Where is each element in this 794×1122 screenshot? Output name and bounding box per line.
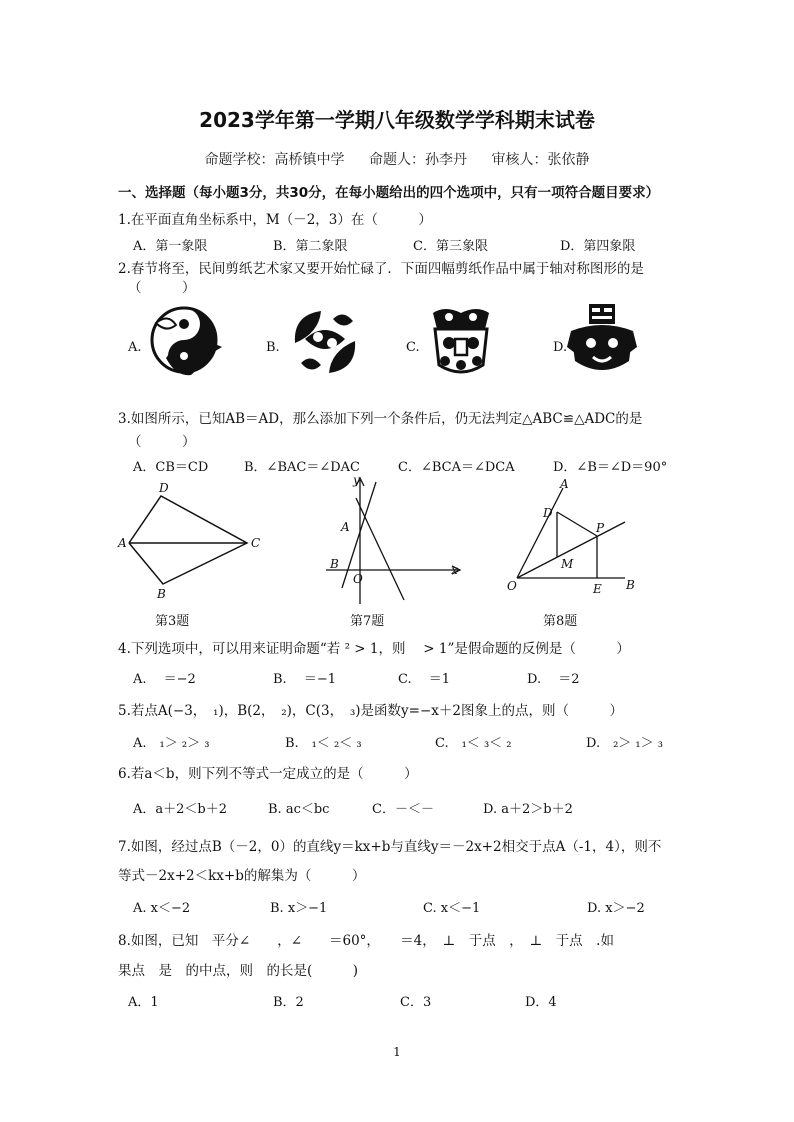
paper-cut-double-happiness-icon [567,301,637,385]
q8-line1: 8.如图，已知 平分∠ ，∠ ＝60°， ＝4， ⊥ 于点 ， ⊥ 于点 .如 [118,933,614,949]
fig7-label-b: B [330,557,339,571]
figure-7-diagram [320,470,470,614]
fig7-label-y: y [353,473,360,487]
q8-option-c: C．3 [400,995,432,1010]
q6-option-c: C．－＜－ [372,802,434,817]
figure-3-caption: 第3题 [155,614,190,629]
q6-option-b: B. ac＜bc [268,802,330,817]
fig7-label-o: O [353,572,363,586]
q8-line2: 果点 是 的中点，则 的长是( ) [118,963,359,979]
q7-option-c: C. x＜−1 [423,901,481,916]
q2-label-c: C. [406,340,420,355]
q7-line1: 7.如图，经过点B（－2，0）的直线y＝kx+b与直线y＝－2x+2相交于点A（-1，4），则不 [118,839,662,855]
q1-option-d: D．第四象限 [560,239,636,254]
q1-stem: 1.在平面直角坐标系中，M（－2，3）在（ ） [118,212,432,228]
page-number: 1 [393,1045,401,1059]
figure-8-caption: 第8题 [543,614,578,629]
q2-label-a: A. [128,340,142,355]
fig8-label-o: O [507,579,517,593]
q2-label-d: D. [553,340,568,355]
exam-credits [0,149,794,169]
fig7-label-x: x [451,563,458,577]
q5-option-b: B. ₁＜ ₂＜ ₃ [285,736,362,751]
paper-cut-fish-icon [146,303,226,385]
q4-option-b: B. ＝−1 [273,672,336,687]
fig8-label-m: M [561,557,574,571]
q2-paren: （ ） [128,280,196,296]
figure-3-diagram [115,478,275,607]
paper-cut-flower-vase-icon [425,303,497,385]
fig8-label-d: D [543,506,553,520]
q7-option-a: A. x＜−2 [133,901,191,916]
fig3-label-c: C [251,536,261,550]
reviewer-label: 审核人：张依静 [491,152,590,168]
q4-option-a: A. ＝−2 [133,672,196,687]
exam-title: 2023学年第一学期八年级数学学科期末试卷 [199,108,595,132]
q8-option-a: A．1 [128,995,159,1010]
q7-option-d: D. x＞−2 [587,901,645,916]
q1-option-b: B．第二象限 [273,239,348,254]
school-label: 命题学校：高桥镇中学 [204,152,345,168]
q6-option-d: D. a＋2＞b＋2 [483,802,573,817]
fig3-label-b: B [157,587,166,601]
q4-option-c: C. ＝1 [398,672,451,687]
q8-option-d: D．4 [525,995,557,1010]
q5-option-a: A. ₁＞ ₂＞ ₃ [133,736,210,751]
fig3-label-d: D [159,481,169,495]
q4-option-d: D. ＝2 [527,672,580,687]
q3-option-d: D．∠B＝∠D＝90° [553,460,668,475]
q5-option-d: D. ₂＞ ₁＞ ₃ [586,736,663,751]
q4-stem: 4.下列选项中，可以用来证明命题“若 ² > 1，则 > 1”是假命题的反例是（ ） [118,641,630,657]
q2-label-b: B. [266,340,280,355]
fig8-label-e: E [593,582,602,596]
q2-stem: 2.春节将至，民间剪纸艺术家又要开始忙碌了．下面四幅剪纸作品中属于轴对称图形的是 [118,261,644,277]
q5-stem: 5.若点A(−3， ₁)，B(2， ₂)，C(3， ₃)是函数y=−x＋2图象上的点，则（ ） [118,703,623,719]
q1-option-c: C．第三象限 [413,239,488,254]
q7-option-b: B. x＞−1 [270,901,328,916]
q3-option-a: A．CB＝CD [133,460,209,475]
q3-stem: 3.如图所示，已知AB＝AD，那么添加下列一个条件后，仍无法判定△ABC≌△ADC的是 [118,411,643,427]
q3-option-b: B．∠BAC＝∠DAC [244,460,360,475]
q8-option-b: B．2 [273,995,304,1010]
paper-cut-butterflies-icon [285,303,365,385]
q6-option-a: A．a＋2＜b＋2 [133,802,228,817]
fig8-label-p: P [596,521,605,535]
q6-stem: 6.若a＜b，则下列不等式一定成立的是（ ） [118,766,418,782]
q3-paren: （ ） [128,434,196,450]
fig8-label-b: B [626,578,635,592]
fig8-label-a: A [560,478,569,491]
q1-option-a: A．第一象限 [133,239,208,254]
figure-7-caption: 第7题 [350,614,385,629]
q7-line2: 等式－2x+2＜kx+b的解集为（ ） [118,868,366,884]
q3-option-c: C．∠BCA＝∠DCA [398,460,515,475]
section-heading: 一、选择题（每小题3分，共30分，在每小题给出的四个选项中，只有一项符合题目要求） [118,185,660,201]
figure-8-diagram [505,478,645,607]
fig7-label-a: A [341,520,350,534]
q5-option-c: C. ₁＜ ₃＜ ₂ [435,736,512,751]
fig3-label-a: A [118,536,127,550]
author-label: 命题人：孙李丹 [369,152,467,168]
